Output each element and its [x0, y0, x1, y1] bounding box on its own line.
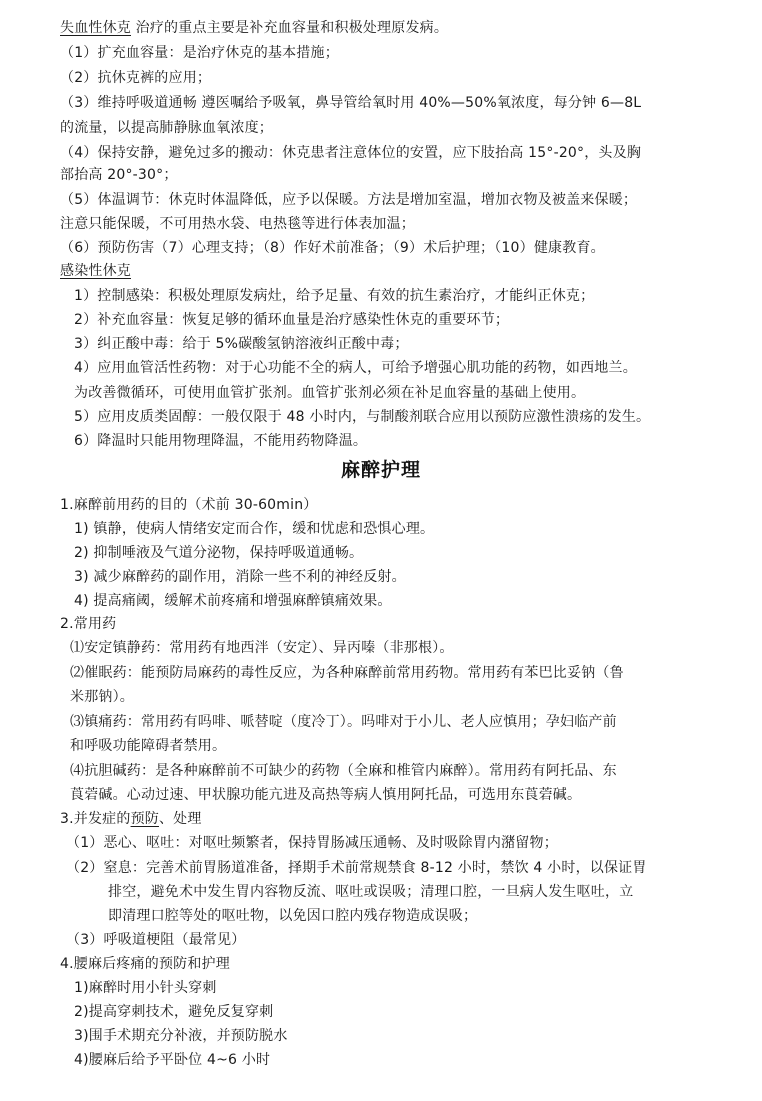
hemorrhagic-shock-heading: 失血性休克	[60, 20, 131, 36]
purpose-item: 3) 减少麻醉药的副作用，消除一些不利的神经反射。	[74, 569, 406, 585]
complications-heading	[60, 809, 202, 829]
hemorrhagic-shock-intro: 治疗的重点主要是补充血容量和积极处理原发病。	[131, 20, 449, 36]
drugs-item: ⑷抗胆碱药：是各种麻醉前不可缺少的药物（全麻和椎管内麻醉）。常用药有阿托品、东	[70, 763, 617, 779]
complications-item: （2）窒息：完善术前胃肠道准备，择期手术前常规禁食 8-12 小时，禁饮 4 小时，以保证胃	[66, 860, 647, 876]
complications-item: （1）恶心、呕吐：对呕吐频繁者，保持胃肠减压通畅、及时吸除胃内潴留物；	[66, 835, 558, 851]
septic-item: 3）纠正酸中毒：给于 5%碳酸氢钠溶液纠正酸中毒；	[74, 336, 409, 352]
hemorrhagic-item: 的流量，以提高肺静脉血氧浓度；	[60, 120, 273, 136]
drugs-item: ⑶镇痛药：常用药有吗啡、哌替啶（度冷丁）。吗啡对于小儿、老人应慎用；孕妇临产前	[70, 714, 617, 730]
septic-item: 5）应用皮质类固醇：一般仅限于 48 小时内，与制酸剂联合应用以预防应激性溃疡的发生。	[74, 409, 651, 425]
hemorrhagic-item: （2）抗休克裤的应用；	[60, 70, 212, 86]
drugs-item: ⑴安定镇静药：常用药有地西泮（安定）、异丙嗪（非那根）。	[70, 640, 454, 656]
hemorrhagic-item: （1）扩充血容量：是治疗休克的基本措施；	[60, 45, 339, 61]
lumbar-item: 2)提高穿刺技术，避免反复穿刺	[74, 1004, 274, 1020]
purpose-item: 2) 抑制唾液及气道分泌物，保持呼吸道通畅。	[74, 545, 364, 561]
purpose-item: 1) 镇静，使病人情绪安定而合作，缓和忧虑和恐惧心理。	[74, 521, 435, 537]
septic-item: 为改善微循环，可使用血管扩张剂。血管扩张剂必须在补足血容量的基础上使用。	[74, 385, 586, 401]
hemorrhagic-item: （6）预防伤害（7）心理支持；（8）作好术前准备；（9）术后护理；（10）健康教育。	[60, 240, 605, 256]
anesthesia-title: 麻醉护理	[340, 459, 421, 481]
hemorrhagic-item: 部抬高 20°-30°；	[60, 167, 178, 183]
septic-item: 4）应用血管活性药物：对于心功能不全的病人，可给予增强心肌功能的药物，如西地兰。	[74, 360, 637, 376]
drugs-heading: 2.常用药	[60, 616, 117, 632]
lumbar-item: 4)腰麻后给予平卧位 4~6 小时	[74, 1052, 271, 1068]
septic-item: 1）控制感染：积极处理原发病灶，给予足量、有效的抗生素治疗，才能纠正休克；	[74, 288, 595, 304]
complications-heading-prefix: 3.并发症的	[60, 811, 131, 827]
drugs-item: 米那钠）。	[70, 689, 134, 705]
complications-item: （3）呼吸道梗阻（最常见）	[66, 932, 246, 948]
drugs-item: 莨菪碱。心动过速、甲状腺功能亢进及高热等病人慎用阿托品，可选用东莨菪碱。	[70, 787, 582, 803]
septic-item: 6）降温时只能用物理降温，不能用药物降温。	[74, 433, 368, 449]
septic-item: 2）补充血容量：恢复足够的循环血量是治疗感染性休克的重要环节；	[74, 312, 510, 328]
purpose-item: 4) 提高痛阈，缓解术前疼痛和增强麻醉镇痛效果。	[74, 593, 392, 609]
hemorrhagic-item: 注意只能保暖，不可用热水袋、电热毯等进行体表加温；	[60, 216, 415, 232]
hemorrhagic-item: （4）保持安静，避免过多的搬动：休克患者注意体位的安置，应下肢抬高 15°-20°，头及胸	[60, 145, 642, 161]
hemorrhagic-shock-paragraph	[60, 18, 448, 38]
hemorrhagic-item: （5）体温调节：休克时体温降低，应予以保暖。方法是增加室温，增加衣物及被盖来保暖；	[60, 192, 638, 208]
complications-item: 即清理口腔等处的呕吐物，以免因口腔内残存物造成误吸；	[108, 908, 478, 924]
lumbar-item: 3)围手术期充分补液，并预防脱水	[74, 1028, 288, 1044]
drugs-item: 和呼吸功能障碍者禁用。	[70, 738, 227, 754]
complications-heading-underlined: 预防	[130, 811, 159, 827]
purpose-heading: 1.麻醉前用药的目的（术前 30-60min）	[60, 497, 318, 513]
drugs-item: ⑵催眠药：能预防局麻药的毒性反应，为各种麻醉前常用药物。常用药有苯巴比妥钠（鲁	[70, 665, 624, 681]
lumbar-heading: 4.腰麻后疼痛的预防和护理	[60, 956, 230, 972]
septic-shock-heading: 感染性休克	[60, 263, 131, 279]
complications-heading-suffix: 、处理	[158, 811, 202, 827]
lumbar-item: 1)麻醉时用小针头穿刺	[74, 980, 217, 996]
complications-item: 排空，避免术中发生胃内容物反流、呕吐或误吸；清理口腔，一旦病人发生呕吐，立	[108, 884, 634, 900]
hemorrhagic-item: （3）维持呼吸道通畅 遵医嘱给予吸氧，鼻导管给氧时用 40%—50%氧浓度，每分钟 6—8L	[60, 95, 642, 111]
